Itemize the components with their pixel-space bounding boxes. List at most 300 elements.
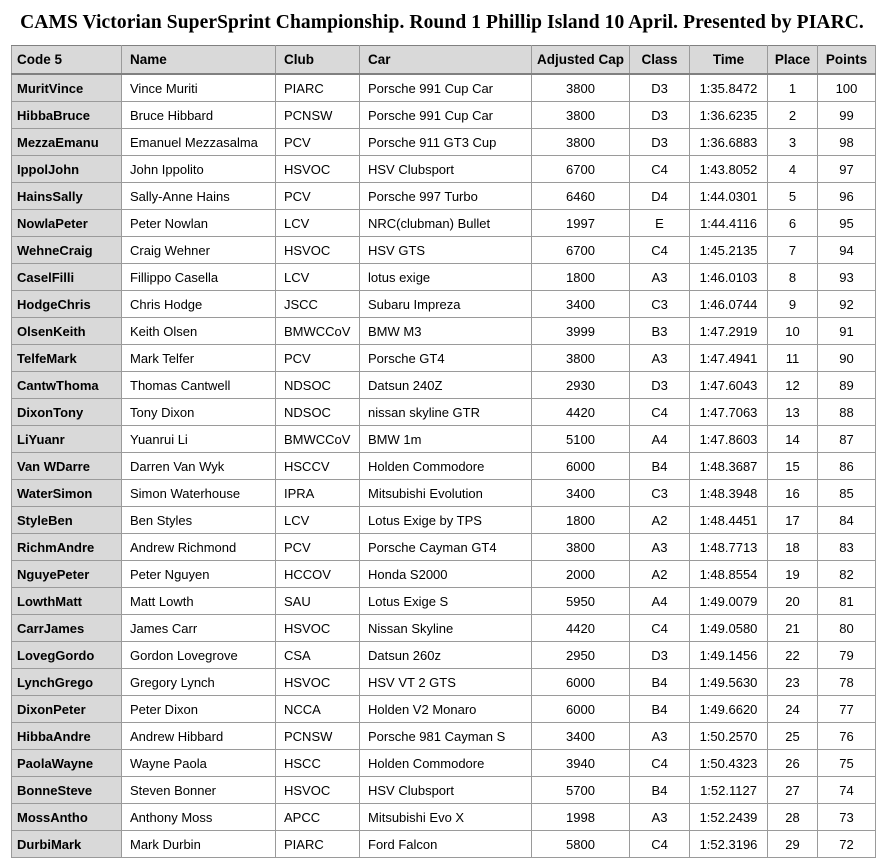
cell-name: Peter Nguyen — [122, 561, 276, 588]
cell-adjusted-cap: 6000 — [532, 453, 630, 480]
cell-adjusted-cap: 3400 — [532, 291, 630, 318]
cell-code: BonneSteve — [12, 777, 122, 804]
cell-adjusted-cap: 1998 — [532, 804, 630, 831]
cell-club: HSVOC — [276, 156, 360, 183]
cell-place: 1 — [768, 74, 818, 102]
cell-place: 27 — [768, 777, 818, 804]
cell-club: BMWCCoV — [276, 318, 360, 345]
cell-adjusted-cap: 6700 — [532, 237, 630, 264]
cell-class: C3 — [630, 480, 690, 507]
cell-adjusted-cap: 1800 — [532, 507, 630, 534]
table-row — [12, 372, 876, 399]
cell-car: Honda S2000 — [360, 561, 532, 588]
cell-time: 1:47.2919 — [690, 318, 768, 345]
cell-car: Datsun 240Z — [360, 372, 532, 399]
cell-club: PCNSW — [276, 723, 360, 750]
cell-name: Gregory Lynch — [122, 669, 276, 696]
column-header-time: Time — [690, 46, 768, 75]
cell-club: HCCOV — [276, 561, 360, 588]
cell-code: MuritVince — [12, 74, 122, 102]
cell-points: 93 — [818, 264, 876, 291]
cell-code: HainsSally — [12, 183, 122, 210]
cell-name: John Ippolito — [122, 156, 276, 183]
table-row — [12, 102, 876, 129]
cell-code: CarrJames — [12, 615, 122, 642]
cell-time: 1:46.0744 — [690, 291, 768, 318]
cell-points: 84 — [818, 507, 876, 534]
cell-time: 1:48.8554 — [690, 561, 768, 588]
cell-car: Holden V2 Monaro — [360, 696, 532, 723]
cell-class: D3 — [630, 372, 690, 399]
cell-points: 96 — [818, 183, 876, 210]
table-row — [12, 318, 876, 345]
cell-place: 10 — [768, 318, 818, 345]
cell-place: 13 — [768, 399, 818, 426]
cell-class: D3 — [630, 102, 690, 129]
cell-adjusted-cap: 6000 — [532, 696, 630, 723]
table-row — [12, 480, 876, 507]
table-row — [12, 534, 876, 561]
cell-adjusted-cap: 1997 — [532, 210, 630, 237]
cell-adjusted-cap: 6460 — [532, 183, 630, 210]
cell-code: WehneCraig — [12, 237, 122, 264]
cell-club: HSVOC — [276, 777, 360, 804]
cell-place: 24 — [768, 696, 818, 723]
cell-club: SAU — [276, 588, 360, 615]
cell-car: Datsun 260z — [360, 642, 532, 669]
cell-club: PIARC — [276, 831, 360, 858]
cell-time: 1:46.0103 — [690, 264, 768, 291]
cell-code: LiYuanr — [12, 426, 122, 453]
cell-time: 1:47.6043 — [690, 372, 768, 399]
cell-car: Holden Commodore — [360, 750, 532, 777]
cell-time: 1:49.5630 — [690, 669, 768, 696]
cell-adjusted-cap: 3800 — [532, 74, 630, 102]
cell-adjusted-cap: 5800 — [532, 831, 630, 858]
cell-code: DixonPeter — [12, 696, 122, 723]
cell-adjusted-cap: 1800 — [532, 264, 630, 291]
cell-club: HSCCV — [276, 453, 360, 480]
cell-club: HSVOC — [276, 615, 360, 642]
cell-name: Andrew Hibbard — [122, 723, 276, 750]
column-header-club: Club — [276, 46, 360, 75]
table-row — [12, 588, 876, 615]
cell-code: Van WDarre — [12, 453, 122, 480]
cell-time: 1:48.3687 — [690, 453, 768, 480]
cell-points: 78 — [818, 669, 876, 696]
cell-adjusted-cap: 6000 — [532, 669, 630, 696]
cell-name: Sally-Anne Hains — [122, 183, 276, 210]
column-header-code: Code 5 — [12, 46, 122, 75]
cell-car: lotus exige — [360, 264, 532, 291]
cell-name: Steven Bonner — [122, 777, 276, 804]
cell-adjusted-cap: 3999 — [532, 318, 630, 345]
cell-club: PCV — [276, 534, 360, 561]
cell-class: C4 — [630, 237, 690, 264]
cell-points: 87 — [818, 426, 876, 453]
cell-points: 88 — [818, 399, 876, 426]
cell-car: NRC(clubman) Bullet — [360, 210, 532, 237]
column-header-place: Place — [768, 46, 818, 75]
cell-place: 18 — [768, 534, 818, 561]
table-row — [12, 399, 876, 426]
cell-time: 1:47.7063 — [690, 399, 768, 426]
cell-points: 98 — [818, 129, 876, 156]
cell-car: HSV GTS — [360, 237, 532, 264]
cell-class: A2 — [630, 507, 690, 534]
cell-points: 95 — [818, 210, 876, 237]
cell-name: Peter Dixon — [122, 696, 276, 723]
cell-class: B4 — [630, 777, 690, 804]
cell-place: 28 — [768, 804, 818, 831]
table-row — [12, 264, 876, 291]
cell-car: Porsche GT4 — [360, 345, 532, 372]
cell-name: Mark Telfer — [122, 345, 276, 372]
cell-name: Gordon Lovegrove — [122, 642, 276, 669]
cell-name: Craig Wehner — [122, 237, 276, 264]
column-header-class: Class — [630, 46, 690, 75]
table-row — [12, 183, 876, 210]
cell-car: Nissan Skyline — [360, 615, 532, 642]
cell-class: A3 — [630, 345, 690, 372]
cell-place: 11 — [768, 345, 818, 372]
results-body — [12, 74, 876, 858]
cell-points: 85 — [818, 480, 876, 507]
cell-name: James Carr — [122, 615, 276, 642]
cell-name: Anthony Moss — [122, 804, 276, 831]
cell-club: HSCC — [276, 750, 360, 777]
cell-points: 100 — [818, 74, 876, 102]
cell-class: B3 — [630, 318, 690, 345]
cell-place: 23 — [768, 669, 818, 696]
cell-name: Yuanrui Li — [122, 426, 276, 453]
cell-adjusted-cap: 3400 — [532, 480, 630, 507]
cell-place: 3 — [768, 129, 818, 156]
cell-points: 92 — [818, 291, 876, 318]
cell-code: WaterSimon — [12, 480, 122, 507]
cell-points: 75 — [818, 750, 876, 777]
cell-adjusted-cap: 4420 — [532, 399, 630, 426]
cell-points: 91 — [818, 318, 876, 345]
cell-car: HSV Clubsport — [360, 156, 532, 183]
cell-place: 9 — [768, 291, 818, 318]
cell-name: Matt Lowth — [122, 588, 276, 615]
page-title: CAMS Victorian SuperSprint Championship. Round 1 Phillip Island 10 April. Presented by PIARC. — [20, 12, 864, 33]
cell-club: JSCC — [276, 291, 360, 318]
cell-adjusted-cap: 5950 — [532, 588, 630, 615]
cell-time: 1:36.6883 — [690, 129, 768, 156]
cell-points: 72 — [818, 831, 876, 858]
cell-club: LCV — [276, 210, 360, 237]
cell-points: 73 — [818, 804, 876, 831]
table-row — [12, 345, 876, 372]
cell-name: Fillippo Casella — [122, 264, 276, 291]
cell-points: 97 — [818, 156, 876, 183]
cell-place: 5 — [768, 183, 818, 210]
cell-car: Porsche Cayman GT4 — [360, 534, 532, 561]
cell-name: Emanuel Mezzasalma — [122, 129, 276, 156]
cell-time: 1:47.4941 — [690, 345, 768, 372]
cell-car: Porsche 911 GT3 Cup — [360, 129, 532, 156]
table-row — [12, 156, 876, 183]
table-row — [12, 642, 876, 669]
cell-name: Keith Olsen — [122, 318, 276, 345]
cell-class: A3 — [630, 264, 690, 291]
cell-class: C4 — [630, 156, 690, 183]
table-row — [12, 777, 876, 804]
cell-code: HibbaBruce — [12, 102, 122, 129]
table-row — [12, 453, 876, 480]
table-row — [12, 426, 876, 453]
cell-time: 1:44.0301 — [690, 183, 768, 210]
cell-code: OlsenKeith — [12, 318, 122, 345]
cell-time: 1:44.4116 — [690, 210, 768, 237]
header-row — [12, 46, 876, 75]
cell-class: B4 — [630, 669, 690, 696]
cell-place: 25 — [768, 723, 818, 750]
cell-time: 1:49.0079 — [690, 588, 768, 615]
cell-car: Ford Falcon — [360, 831, 532, 858]
cell-points: 76 — [818, 723, 876, 750]
cell-code: LovegGordo — [12, 642, 122, 669]
cell-code: CantwThoma — [12, 372, 122, 399]
cell-adjusted-cap: 2000 — [532, 561, 630, 588]
cell-points: 89 — [818, 372, 876, 399]
column-header-name: Name — [122, 46, 276, 75]
cell-time: 1:43.8052 — [690, 156, 768, 183]
cell-time: 1:35.8472 — [690, 74, 768, 102]
cell-car: HSV Clubsport — [360, 777, 532, 804]
cell-code: HibbaAndre — [12, 723, 122, 750]
cell-car: Lotus Exige by TPS — [360, 507, 532, 534]
cell-club: LCV — [276, 264, 360, 291]
cell-code: DixonTony — [12, 399, 122, 426]
cell-class: E — [630, 210, 690, 237]
cell-car: BMW M3 — [360, 318, 532, 345]
cell-class: D3 — [630, 74, 690, 102]
cell-club: APCC — [276, 804, 360, 831]
cell-adjusted-cap: 3400 — [532, 723, 630, 750]
cell-place: 17 — [768, 507, 818, 534]
cell-club: LCV — [276, 507, 360, 534]
cell-code: RichmAndre — [12, 534, 122, 561]
cell-points: 82 — [818, 561, 876, 588]
cell-class: B4 — [630, 453, 690, 480]
cell-points: 74 — [818, 777, 876, 804]
cell-name: Ben Styles — [122, 507, 276, 534]
table-row — [12, 74, 876, 102]
cell-name: Mark Durbin — [122, 831, 276, 858]
cell-code: MossAntho — [12, 804, 122, 831]
cell-place: 6 — [768, 210, 818, 237]
cell-club: CSA — [276, 642, 360, 669]
cell-points: 77 — [818, 696, 876, 723]
cell-time: 1:47.8603 — [690, 426, 768, 453]
cell-code: PaolaWayne — [12, 750, 122, 777]
cell-club: HSVOC — [276, 669, 360, 696]
cell-club: PCV — [276, 345, 360, 372]
cell-code: HodgeChris — [12, 291, 122, 318]
cell-points: 90 — [818, 345, 876, 372]
table-row — [12, 804, 876, 831]
cell-adjusted-cap: 5100 — [532, 426, 630, 453]
cell-club: NDSOC — [276, 399, 360, 426]
cell-class: A2 — [630, 561, 690, 588]
cell-time: 1:52.2439 — [690, 804, 768, 831]
cell-name: Andrew Richmond — [122, 534, 276, 561]
cell-time: 1:49.1456 — [690, 642, 768, 669]
cell-class: A3 — [630, 804, 690, 831]
results-table — [11, 45, 876, 858]
cell-code: LynchGrego — [12, 669, 122, 696]
cell-place: 2 — [768, 102, 818, 129]
table-row — [12, 129, 876, 156]
table-row — [12, 237, 876, 264]
cell-code: StyleBen — [12, 507, 122, 534]
cell-name: Thomas Cantwell — [122, 372, 276, 399]
cell-adjusted-cap: 2950 — [532, 642, 630, 669]
cell-class: C3 — [630, 291, 690, 318]
cell-class: B4 — [630, 696, 690, 723]
cell-points: 83 — [818, 534, 876, 561]
cell-points: 86 — [818, 453, 876, 480]
cell-car: Subaru Impreza — [360, 291, 532, 318]
cell-club: PCNSW — [276, 102, 360, 129]
cell-car: HSV VT 2 GTS — [360, 669, 532, 696]
cell-club: BMWCCoV — [276, 426, 360, 453]
cell-adjusted-cap: 3800 — [532, 345, 630, 372]
cell-name: Bruce Hibbard — [122, 102, 276, 129]
cell-time: 1:45.2135 — [690, 237, 768, 264]
cell-adjusted-cap: 3940 — [532, 750, 630, 777]
table-row — [12, 210, 876, 237]
cell-time: 1:48.3948 — [690, 480, 768, 507]
cell-club: PCV — [276, 183, 360, 210]
cell-class: C4 — [630, 831, 690, 858]
cell-code: MezzaEmanu — [12, 129, 122, 156]
cell-place: 4 — [768, 156, 818, 183]
table-row — [12, 615, 876, 642]
cell-car: Porsche 981 Cayman S — [360, 723, 532, 750]
cell-club: IPRA — [276, 480, 360, 507]
cell-points: 99 — [818, 102, 876, 129]
cell-time: 1:48.7713 — [690, 534, 768, 561]
table-row — [12, 750, 876, 777]
cell-points: 94 — [818, 237, 876, 264]
cell-time: 1:52.1127 — [690, 777, 768, 804]
cell-club: NCCA — [276, 696, 360, 723]
cell-points: 81 — [818, 588, 876, 615]
cell-code: NguyePeter — [12, 561, 122, 588]
cell-time: 1:52.3196 — [690, 831, 768, 858]
cell-class: C4 — [630, 399, 690, 426]
cell-car: Holden Commodore — [360, 453, 532, 480]
cell-place: 22 — [768, 642, 818, 669]
table-row — [12, 723, 876, 750]
column-header-car: Car — [360, 46, 532, 75]
cell-car: BMW 1m — [360, 426, 532, 453]
cell-car: Porsche 991 Cup Car — [360, 102, 532, 129]
cell-points: 79 — [818, 642, 876, 669]
cell-place: 19 — [768, 561, 818, 588]
cell-code: NowlaPeter — [12, 210, 122, 237]
cell-car: Porsche 991 Cup Car — [360, 74, 532, 102]
cell-name: Darren Van Wyk — [122, 453, 276, 480]
cell-place: 8 — [768, 264, 818, 291]
cell-car: Lotus Exige S — [360, 588, 532, 615]
cell-adjusted-cap: 3800 — [532, 102, 630, 129]
table-row — [12, 669, 876, 696]
cell-class: A4 — [630, 426, 690, 453]
cell-name: Simon Waterhouse — [122, 480, 276, 507]
cell-class: D3 — [630, 129, 690, 156]
cell-place: 16 — [768, 480, 818, 507]
cell-name: Wayne Paola — [122, 750, 276, 777]
cell-adjusted-cap: 4420 — [532, 615, 630, 642]
column-header-points: Points — [818, 46, 876, 75]
cell-time: 1:49.0580 — [690, 615, 768, 642]
cell-time: 1:48.4451 — [690, 507, 768, 534]
table-row — [12, 507, 876, 534]
cell-car: Porsche 997 Turbo — [360, 183, 532, 210]
cell-place: 15 — [768, 453, 818, 480]
cell-class: A3 — [630, 723, 690, 750]
cell-name: Vince Muriti — [122, 74, 276, 102]
cell-time: 1:36.6235 — [690, 102, 768, 129]
cell-time: 1:49.6620 — [690, 696, 768, 723]
table-row — [12, 831, 876, 858]
cell-adjusted-cap: 3800 — [532, 534, 630, 561]
cell-points: 80 — [818, 615, 876, 642]
cell-class: D3 — [630, 642, 690, 669]
cell-adjusted-cap: 5700 — [532, 777, 630, 804]
cell-code: DurbiMark — [12, 831, 122, 858]
cell-adjusted-cap: 3800 — [532, 129, 630, 156]
cell-class: C4 — [630, 615, 690, 642]
column-header-adjusted-cap: Adjusted Cap — [532, 46, 630, 75]
cell-place: 14 — [768, 426, 818, 453]
cell-name: Peter Nowlan — [122, 210, 276, 237]
cell-club: PIARC — [276, 74, 360, 102]
cell-club: PCV — [276, 129, 360, 156]
cell-class: A4 — [630, 588, 690, 615]
cell-code: IppolJohn — [12, 156, 122, 183]
cell-place: 29 — [768, 831, 818, 858]
cell-place: 21 — [768, 615, 818, 642]
cell-club: HSVOC — [276, 237, 360, 264]
cell-class: D4 — [630, 183, 690, 210]
cell-class: C4 — [630, 750, 690, 777]
cell-code: CaselFilli — [12, 264, 122, 291]
cell-place: 12 — [768, 372, 818, 399]
cell-place: 7 — [768, 237, 818, 264]
cell-place: 26 — [768, 750, 818, 777]
cell-code: LowthMatt — [12, 588, 122, 615]
table-row — [12, 291, 876, 318]
cell-car: Mitsubishi Evo X — [360, 804, 532, 831]
table-row — [12, 561, 876, 588]
cell-car: nissan skyline GTR — [360, 399, 532, 426]
cell-adjusted-cap: 2930 — [532, 372, 630, 399]
cell-code: TelfeMark — [12, 345, 122, 372]
cell-name: Chris Hodge — [122, 291, 276, 318]
cell-adjusted-cap: 6700 — [532, 156, 630, 183]
cell-name: Tony Dixon — [122, 399, 276, 426]
cell-time: 1:50.4323 — [690, 750, 768, 777]
table-row — [12, 696, 876, 723]
cell-time: 1:50.2570 — [690, 723, 768, 750]
cell-club: NDSOC — [276, 372, 360, 399]
